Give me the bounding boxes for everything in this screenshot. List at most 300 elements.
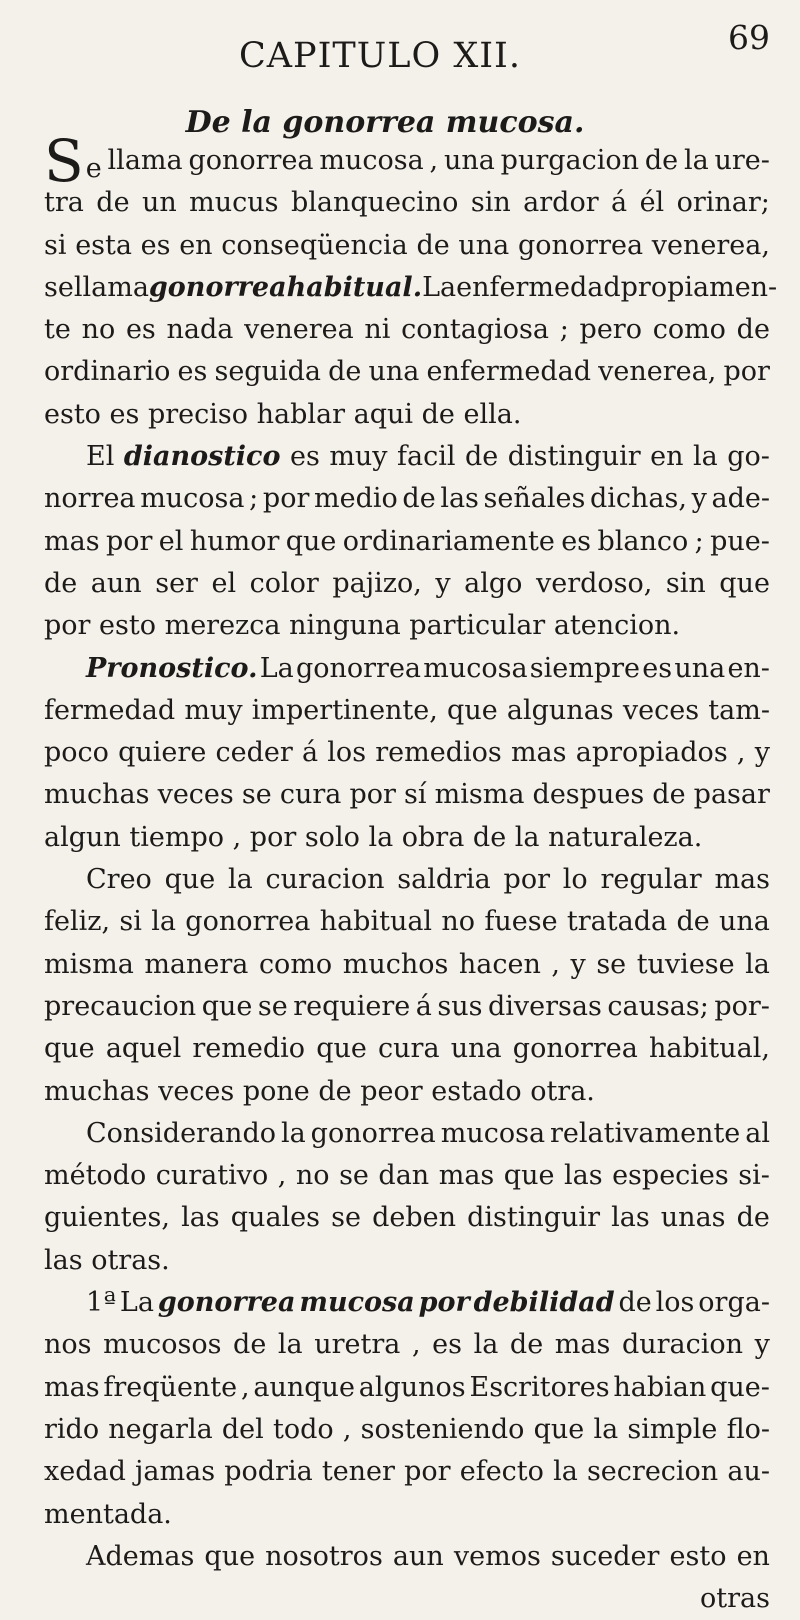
- word: color: [249, 567, 319, 599]
- word: podria: [224, 1456, 313, 1488]
- word: que-: [710, 1371, 770, 1403]
- emphasized-word: gonorrea: [157, 1287, 296, 1319]
- word: es: [432, 1329, 462, 1361]
- word: muchas: [44, 1075, 150, 1107]
- word: atencion.: [553, 610, 681, 642]
- word: facil: [397, 441, 456, 473]
- word: la: [277, 1329, 303, 1361]
- word: si: [119, 906, 142, 938]
- word: algunos: [358, 1371, 466, 1403]
- word: merezca: [164, 610, 281, 642]
- word: un: [141, 187, 177, 219]
- word: nos: [44, 1329, 92, 1361]
- word: de: [318, 1075, 352, 1107]
- word: remedio: [192, 1033, 306, 1065]
- text-line: [44, 1451, 770, 1493]
- word: á: [611, 187, 628, 219]
- word: ni: [364, 314, 391, 346]
- word: que: [447, 694, 498, 726]
- word: suceder: [550, 1540, 660, 1572]
- word: gonorrea: [310, 1117, 436, 1149]
- word: no: [441, 906, 476, 938]
- word: Se: [44, 127, 102, 195]
- word: sí: [404, 779, 427, 811]
- word: pasar: [693, 779, 770, 811]
- word: ;: [694, 525, 704, 557]
- word: la: [228, 864, 253, 896]
- word: naturaleza.: [548, 821, 703, 853]
- text-line: [44, 1028, 770, 1070]
- text-line: [44, 605, 770, 647]
- word: ella.: [463, 398, 522, 430]
- word: otra.: [530, 1075, 595, 1107]
- word: apropiados: [575, 737, 728, 769]
- word: si-: [738, 1160, 770, 1192]
- word: venerea,: [651, 229, 770, 261]
- word: mas: [44, 525, 100, 557]
- emphasized-word: gonorrea: [148, 271, 287, 303]
- body-text: [44, 127, 778, 1620]
- word: norrea: [44, 483, 136, 515]
- word: y: [691, 483, 707, 515]
- text-line: [44, 901, 770, 943]
- word: se: [339, 1160, 369, 1192]
- word: las: [440, 483, 479, 515]
- text-line: [44, 1071, 770, 1113]
- word: causas;: [607, 990, 709, 1022]
- word: ,: [277, 1160, 287, 1192]
- word: aunque: [253, 1371, 355, 1403]
- word: efecto: [459, 1456, 544, 1488]
- word: otras: [700, 1583, 770, 1615]
- word: uretra: [314, 1329, 401, 1361]
- word: las: [44, 1244, 83, 1276]
- word: medio: [314, 483, 398, 515]
- word: gonorrea: [295, 652, 422, 684]
- word: al: [745, 1117, 770, 1149]
- text-line: [44, 732, 770, 774]
- word: go-: [727, 441, 770, 473]
- word: como: [258, 948, 333, 980]
- word: seguida: [214, 356, 321, 388]
- word: curacion: [265, 864, 385, 896]
- word: una: [443, 145, 495, 176]
- word: en: [736, 1540, 770, 1572]
- word: y: [754, 737, 770, 769]
- text-line: [44, 1282, 770, 1324]
- word: deben: [372, 1202, 456, 1234]
- word: se: [596, 948, 627, 980]
- text-line: [44, 859, 770, 901]
- word: mas: [438, 1160, 495, 1192]
- word: tam-: [708, 694, 770, 726]
- word: las: [563, 1160, 603, 1192]
- word: método: [44, 1160, 147, 1192]
- page-number: 69: [728, 18, 770, 57]
- text-line: [44, 944, 770, 986]
- word: de: [652, 779, 686, 811]
- chapter-title: CAPITULO XII.: [238, 36, 522, 76]
- word: Ademas: [86, 1540, 195, 1572]
- word: despues: [532, 779, 645, 811]
- word: esto: [44, 398, 101, 430]
- word: es: [140, 229, 171, 261]
- word: es: [125, 314, 156, 346]
- word: se: [331, 1202, 361, 1234]
- word: ardor: [523, 187, 599, 219]
- text-line: [44, 1240, 770, 1282]
- word: La: [119, 1287, 154, 1319]
- word: misma: [434, 779, 525, 811]
- word: La: [422, 271, 457, 303]
- word: ,: [411, 1329, 421, 1361]
- word: la: [514, 821, 540, 853]
- word: á: [415, 990, 432, 1022]
- word: mas: [714, 864, 770, 896]
- word: muy: [329, 441, 388, 473]
- word: que: [164, 864, 216, 896]
- word: por: [44, 610, 91, 642]
- word: preciso: [147, 398, 249, 430]
- word: vemos: [453, 1540, 541, 1572]
- text-line: [44, 1324, 770, 1366]
- word: ,: [429, 145, 439, 176]
- word: una: [674, 652, 726, 684]
- word: ceder: [215, 737, 293, 769]
- word: de: [233, 1329, 267, 1361]
- word: saldria: [397, 864, 491, 896]
- word: 1ª: [86, 1287, 117, 1319]
- word: ,: [551, 948, 560, 980]
- word: poco: [44, 737, 109, 769]
- word: el: [158, 525, 184, 557]
- word: sin: [665, 567, 706, 599]
- word: fuese: [484, 906, 558, 938]
- word: unas: [660, 1202, 726, 1234]
- word: ordinariamente: [342, 525, 555, 557]
- word: relativamente: [550, 1117, 741, 1149]
- word: es: [642, 652, 673, 684]
- word: obra: [401, 821, 465, 853]
- word: sus: [437, 990, 483, 1022]
- word: tener: [321, 1456, 395, 1488]
- word: de: [328, 356, 362, 388]
- word: guientes,: [44, 1202, 170, 1234]
- word: jamas: [135, 1456, 216, 1488]
- word: te: [44, 314, 71, 346]
- word: ordinario: [44, 356, 171, 388]
- word: del: [221, 1413, 264, 1445]
- word: de: [676, 906, 710, 938]
- word: siempre: [529, 652, 641, 684]
- text-line: [44, 817, 770, 859]
- word: humor: [189, 525, 280, 557]
- word: flo-: [726, 1413, 770, 1445]
- word: simple: [627, 1413, 718, 1445]
- text-line: [44, 127, 770, 195]
- word: secrecion: [586, 1456, 719, 1488]
- text-line: [44, 1113, 770, 1155]
- word: remedios: [375, 737, 502, 769]
- word: las: [181, 1202, 220, 1234]
- word: ,: [232, 821, 242, 853]
- word: manera: [144, 948, 249, 980]
- word: cura: [378, 1033, 440, 1065]
- word: ade-: [711, 483, 770, 515]
- word: feliz,: [44, 906, 111, 938]
- text-line: [44, 1155, 770, 1197]
- word: la: [692, 441, 718, 473]
- word: especies: [612, 1160, 729, 1192]
- word: tiempo: [129, 821, 224, 853]
- emphasized-word: por: [418, 1287, 470, 1319]
- word: gonorrea: [188, 145, 314, 176]
- word: se: [241, 779, 272, 811]
- word: de: [96, 187, 130, 219]
- word: mucosa: [440, 1117, 546, 1149]
- word: distinguir: [507, 441, 641, 473]
- word: mucus: [189, 187, 279, 219]
- word: veces: [622, 694, 700, 726]
- word: lo: [562, 864, 588, 896]
- word: de: [618, 1287, 652, 1319]
- word: esta: [75, 229, 132, 261]
- word: impertinente,: [251, 694, 438, 726]
- word: duracion: [621, 1329, 744, 1361]
- word: no: [81, 314, 116, 346]
- word: una: [450, 1033, 502, 1065]
- word: dichas,: [589, 483, 687, 515]
- word: es: [289, 441, 320, 473]
- word: gonorrea: [517, 229, 644, 261]
- word: tratada: [566, 906, 668, 938]
- word: dan: [378, 1160, 430, 1192]
- text-line: [44, 225, 770, 267]
- word: gonorrea: [185, 906, 311, 938]
- word: y: [570, 948, 586, 980]
- word: sin: [470, 187, 511, 219]
- word: blanquecino: [290, 187, 459, 219]
- word: se: [44, 271, 74, 303]
- word: que: [285, 525, 337, 557]
- word: blanco: [597, 525, 689, 557]
- text-line: [44, 986, 770, 1028]
- word: hacen: [458, 948, 541, 980]
- word: La: [259, 652, 294, 684]
- word: misma: [44, 948, 134, 980]
- word: de: [644, 145, 679, 176]
- word: aun: [392, 1540, 444, 1572]
- word: quales: [230, 1202, 321, 1234]
- word: diversas: [487, 990, 602, 1022]
- word: esto: [669, 1540, 727, 1572]
- word: xedad: [44, 1456, 126, 1488]
- word: esto: [99, 610, 156, 642]
- text-line: [44, 478, 770, 520]
- emphasized-word: mucosa: [299, 1287, 415, 1319]
- text-line: [44, 521, 770, 563]
- word: la: [151, 906, 176, 938]
- word: algun: [44, 821, 121, 853]
- word: una: [719, 906, 770, 938]
- word: de: [402, 483, 436, 515]
- word: de: [736, 314, 770, 346]
- word: veces: [158, 1075, 235, 1107]
- word: habitual: [319, 906, 433, 938]
- word: no: [295, 1160, 330, 1192]
- word: venerea: [244, 314, 354, 346]
- word: por: [262, 483, 310, 515]
- word: pero: [579, 314, 642, 346]
- word: requiere: [293, 990, 411, 1022]
- word: por: [723, 356, 770, 388]
- word: es: [109, 398, 140, 430]
- word: ,: [736, 737, 746, 769]
- word: habitual,: [649, 1033, 770, 1065]
- word: particular: [409, 610, 546, 642]
- word: de: [44, 567, 78, 599]
- word: habian: [613, 1371, 707, 1403]
- word: ;: [559, 314, 569, 346]
- word: las: [611, 1202, 650, 1234]
- word: la: [683, 145, 709, 176]
- drop-cap: S: [44, 127, 84, 195]
- word: precaucion: [44, 990, 197, 1022]
- word: hablar: [256, 398, 346, 430]
- text-line: [44, 182, 770, 224]
- word: purgacion: [500, 145, 640, 176]
- word: la: [280, 1117, 306, 1149]
- word: negarla: [108, 1413, 213, 1445]
- word: señales: [483, 483, 586, 515]
- text-line: [44, 1536, 770, 1578]
- word: una: [368, 356, 420, 388]
- word: quiere: [118, 737, 207, 769]
- word: veces: [157, 779, 234, 811]
- word: mas: [510, 737, 567, 769]
- word: por: [404, 1456, 451, 1488]
- word: gonorrea: [512, 1033, 638, 1065]
- text-line: [44, 351, 770, 393]
- word: se: [257, 990, 288, 1022]
- word: sosteniendo: [360, 1413, 525, 1445]
- word: por: [349, 779, 396, 811]
- word: mentada.: [44, 1498, 172, 1530]
- word: los: [327, 737, 367, 769]
- word: á: [301, 737, 319, 769]
- word: algo: [464, 567, 523, 599]
- word: nada: [166, 314, 234, 346]
- word: verdoso,: [535, 567, 653, 599]
- word: propiamen-: [620, 271, 778, 303]
- word: en: [179, 229, 213, 261]
- text-line: [44, 267, 778, 309]
- word: si: [44, 229, 67, 261]
- text-line: [44, 1197, 770, 1239]
- word: tra: [44, 187, 84, 219]
- word: mucosos: [103, 1329, 222, 1361]
- word: Creo: [86, 864, 152, 896]
- word: aqui: [353, 398, 414, 430]
- word: ,: [240, 1371, 250, 1403]
- word: mas: [44, 1371, 100, 1403]
- word: fermedad: [44, 694, 176, 726]
- word: rido: [44, 1413, 100, 1445]
- word: pajizo,: [332, 567, 422, 599]
- word: todo: [273, 1413, 334, 1445]
- word: de: [465, 441, 499, 473]
- word: de: [416, 229, 450, 261]
- word: curativo: [155, 1160, 269, 1192]
- text-line: [44, 774, 770, 816]
- text-line: [44, 1494, 770, 1536]
- word: los: [655, 1287, 695, 1319]
- word: au-: [727, 1456, 770, 1488]
- word: por: [105, 525, 153, 557]
- word: por: [503, 864, 550, 896]
- word: orinar;: [676, 187, 770, 219]
- word: es: [177, 356, 208, 388]
- word: que: [503, 1160, 555, 1192]
- word: nosotros: [265, 1540, 383, 1572]
- text-line: [44, 394, 770, 436]
- word: que: [533, 1413, 585, 1445]
- word: enfermedad: [456, 271, 621, 303]
- word: la: [745, 948, 770, 980]
- word: Escritores: [469, 1371, 610, 1403]
- word: que: [204, 1540, 256, 1572]
- word: peor: [360, 1075, 423, 1107]
- word: El: [86, 441, 115, 473]
- word: cura: [279, 779, 342, 811]
- word: ure-: [714, 145, 770, 176]
- word: que: [44, 1033, 95, 1065]
- text-line: [44, 1409, 770, 1451]
- word: él: [639, 187, 665, 219]
- word: pue-: [710, 525, 770, 557]
- word: muchas: [44, 779, 150, 811]
- word: la: [553, 1456, 578, 1488]
- word: de: [421, 398, 455, 430]
- word: Considerando: [86, 1117, 276, 1149]
- word: en: [650, 441, 684, 473]
- word: otras.: [91, 1244, 170, 1276]
- word: una: [458, 229, 510, 261]
- word: la: [593, 1413, 619, 1445]
- word: y: [754, 1329, 770, 1361]
- word: la: [473, 1329, 499, 1361]
- word: algunas: [506, 694, 614, 726]
- word: mucosa: [140, 483, 245, 515]
- emphasized-word: dianostico: [123, 441, 281, 473]
- word: muy: [184, 694, 243, 726]
- word: que: [719, 567, 770, 599]
- word: mucosa: [319, 145, 424, 176]
- word: aun: [90, 567, 142, 599]
- emphasized-word: habitual.: [286, 271, 423, 303]
- word: regular: [600, 864, 702, 896]
- word: es: [561, 525, 592, 557]
- text-line: [44, 648, 770, 690]
- word: venerea,: [598, 356, 717, 388]
- word: mucosa: [423, 652, 528, 684]
- word: llama: [107, 145, 183, 176]
- word: enfermedad: [426, 356, 592, 388]
- text-line: [44, 1367, 770, 1409]
- word: como: [652, 314, 726, 346]
- word: aquel: [105, 1033, 182, 1065]
- word: en-: [727, 652, 770, 684]
